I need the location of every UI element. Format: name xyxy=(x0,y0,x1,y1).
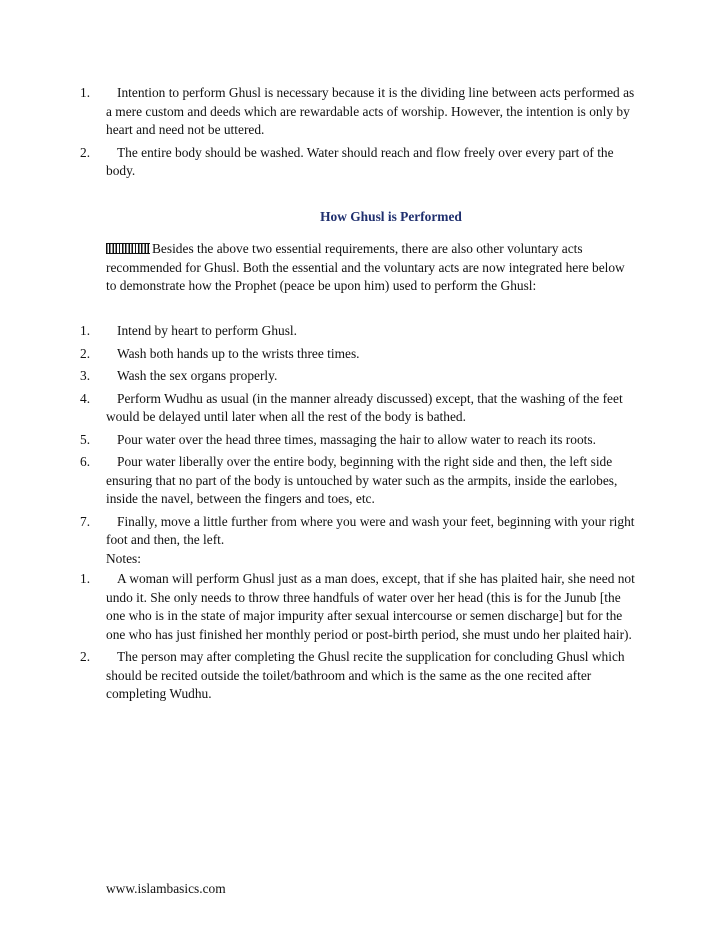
list-item xyxy=(80,84,640,140)
list-item xyxy=(80,453,640,509)
list-number: 2. xyxy=(80,649,91,664)
list-item xyxy=(80,367,640,386)
list-item xyxy=(80,431,640,450)
list-number: 1. xyxy=(80,323,91,338)
list-text: Intend by heart to perform Ghusl. xyxy=(117,323,297,338)
footer-url: www.islambasics.com xyxy=(106,881,226,896)
unrendered-glyphs-icon xyxy=(106,243,150,254)
steps-list xyxy=(80,322,640,704)
list-text: Pour water liberally over the entire body, beginning with the right side and then, the left side ensuring that no part of the body is untouched by water such as the armpits, inside the earlobes, inside the navel, between the fingers and toes, etc. xyxy=(106,454,618,506)
list-text: Finally, move a little further from where you were and wash your feet, beginning with your right foot and then, the left. xyxy=(106,513,635,547)
list-text: Wash both hands up to the wrists three times. xyxy=(117,345,360,361)
list-item xyxy=(80,144,640,181)
list-item xyxy=(80,648,640,704)
list-text: Perform Wudhu as usual (in the manner already discussed) except, that the washing of the feet would be delayed until later when all the rest of the body is bathed. xyxy=(106,390,623,424)
requirements-list xyxy=(80,84,640,181)
section-heading-text: How Ghusl is Performed xyxy=(320,209,462,224)
list-text: The person may after completing the Ghusl recite the supplication for concluding Ghusl which should be recited outside the toilet/bathroom and which is the same as the one recited after completing Wudhu. xyxy=(106,649,625,701)
list-number: 5. xyxy=(80,431,91,447)
list-item xyxy=(80,345,640,364)
list-number: 1. xyxy=(80,571,91,586)
list-number: 7. xyxy=(80,513,91,529)
list-text: The entire body should be washed. Water should reach and flow freely over every part of the body. xyxy=(106,144,614,178)
list-number: 1. xyxy=(80,85,91,100)
list-text: Pour water over the head three times, massaging the hair to allow water to reach its roots. xyxy=(117,431,596,447)
notes-label: Notes: xyxy=(106,550,141,566)
list-number: 2. xyxy=(80,144,91,160)
list-number: 2. xyxy=(80,345,91,361)
list-item xyxy=(80,322,640,341)
list-number: 6. xyxy=(80,454,91,469)
list-item xyxy=(80,513,640,550)
section-heading xyxy=(0,208,728,226)
intro-paragraph xyxy=(106,240,626,296)
list-text: A woman will perform Ghusl just as a man does, except, that if she has plaited hair, she need not undo it. She only needs to throw three handfuls of water over her head (this is for the Junub [the one who is in the state of major impurity after sexual intercourse or semen discharge] but for the one who has just finished her monthly period or post-birth period, she must undo her plaited hair). xyxy=(106,571,635,642)
intro-text: Besides the above two essential requirements, there are also other voluntary acts recommended for Ghusl. Both the essential and the voluntary acts are now integrated here below to demonstrate how the Prophet (peace be upon him) used to perform the Ghusl: xyxy=(106,241,625,293)
list-number: 3. xyxy=(80,368,91,383)
list-text: Wash the sex organs properly. xyxy=(117,368,278,383)
list-item xyxy=(80,570,640,644)
list-text: Intention to perform Ghusl is necessary because it is the dividing line between acts performed as a mere custom and deeds which are rewardable acts of worship. However, the intention is only by heart and need not be uttered. xyxy=(106,85,635,137)
list-number: 4. xyxy=(80,390,91,406)
list-item xyxy=(80,390,640,427)
